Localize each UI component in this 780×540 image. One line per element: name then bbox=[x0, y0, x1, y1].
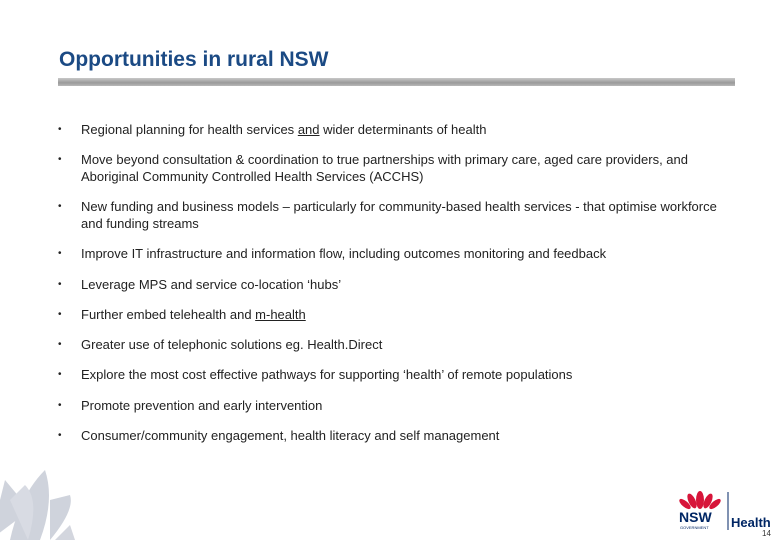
bullet-marker: • bbox=[58, 154, 62, 165]
nsw-health-logo bbox=[676, 488, 778, 532]
bullet-text bbox=[81, 366, 731, 383]
bullet-text-part: Explore the most cost effective pathways for supporting ‘health’ of remote populations bbox=[81, 367, 573, 382]
bullet-text-part: Consumer/community engagement, health literacy and self management bbox=[81, 428, 500, 443]
bullet-text bbox=[81, 276, 731, 293]
logo-nsw-text: NSW bbox=[679, 509, 712, 525]
bullet-text bbox=[81, 427, 731, 444]
bullet-text-part: Move beyond consultation & coordination to true partnerships with primary care, aged care providers, and Aboriginal Community Controlled Health Services (ACCHS) bbox=[81, 152, 688, 184]
bullet-text-part: Further embed telehealth and bbox=[81, 307, 256, 322]
bullet-marker: • bbox=[58, 369, 62, 380]
bullet-text-part: wider determinants of health bbox=[319, 122, 487, 137]
bullet-marker: • bbox=[58, 430, 62, 441]
bullet-text bbox=[81, 397, 731, 414]
bullet-text-part: Improve IT infrastructure and information flow, including outcomes monitoring and feedback bbox=[81, 246, 607, 261]
bullet-marker: • bbox=[58, 248, 62, 259]
underlined-text: and bbox=[297, 122, 320, 137]
bullet-text-part: New funding and business models – particularly for community-based health services - that optimise workforce and funding streams bbox=[81, 199, 717, 231]
bullet-text-part: Greater use of telephonic solutions eg. Health.Direct bbox=[81, 337, 383, 352]
page-number: 14 bbox=[762, 529, 771, 538]
bullet-text bbox=[81, 198, 731, 232]
bullet-text-part: Leverage MPS and service co-location ‘hubs’ bbox=[81, 277, 342, 292]
bullet-marker: • bbox=[58, 309, 62, 320]
bullet-marker: • bbox=[58, 201, 62, 212]
title-divider bbox=[58, 78, 735, 86]
waratah-watermark-icon bbox=[0, 440, 100, 540]
bullet-text-part: Regional planning for health services bbox=[81, 122, 298, 137]
logo-gov-text: GOVERNMENT bbox=[680, 525, 709, 530]
bullet-marker: • bbox=[58, 339, 62, 350]
bullet-text bbox=[81, 151, 731, 185]
logo-health-text: Health bbox=[731, 515, 771, 530]
underlined-text: m-health bbox=[255, 307, 306, 322]
bullet-text bbox=[81, 121, 731, 138]
bullet-text bbox=[81, 245, 731, 262]
slide-title: Opportunities in rural NSW bbox=[59, 48, 329, 71]
bullet-text bbox=[81, 306, 731, 323]
bullet-text bbox=[81, 336, 731, 353]
bullet-marker: • bbox=[58, 279, 62, 290]
bullet-text-part: Promote prevention and early intervention bbox=[81, 398, 323, 413]
bullet-marker: • bbox=[58, 400, 62, 411]
bullet-marker: • bbox=[58, 124, 62, 135]
